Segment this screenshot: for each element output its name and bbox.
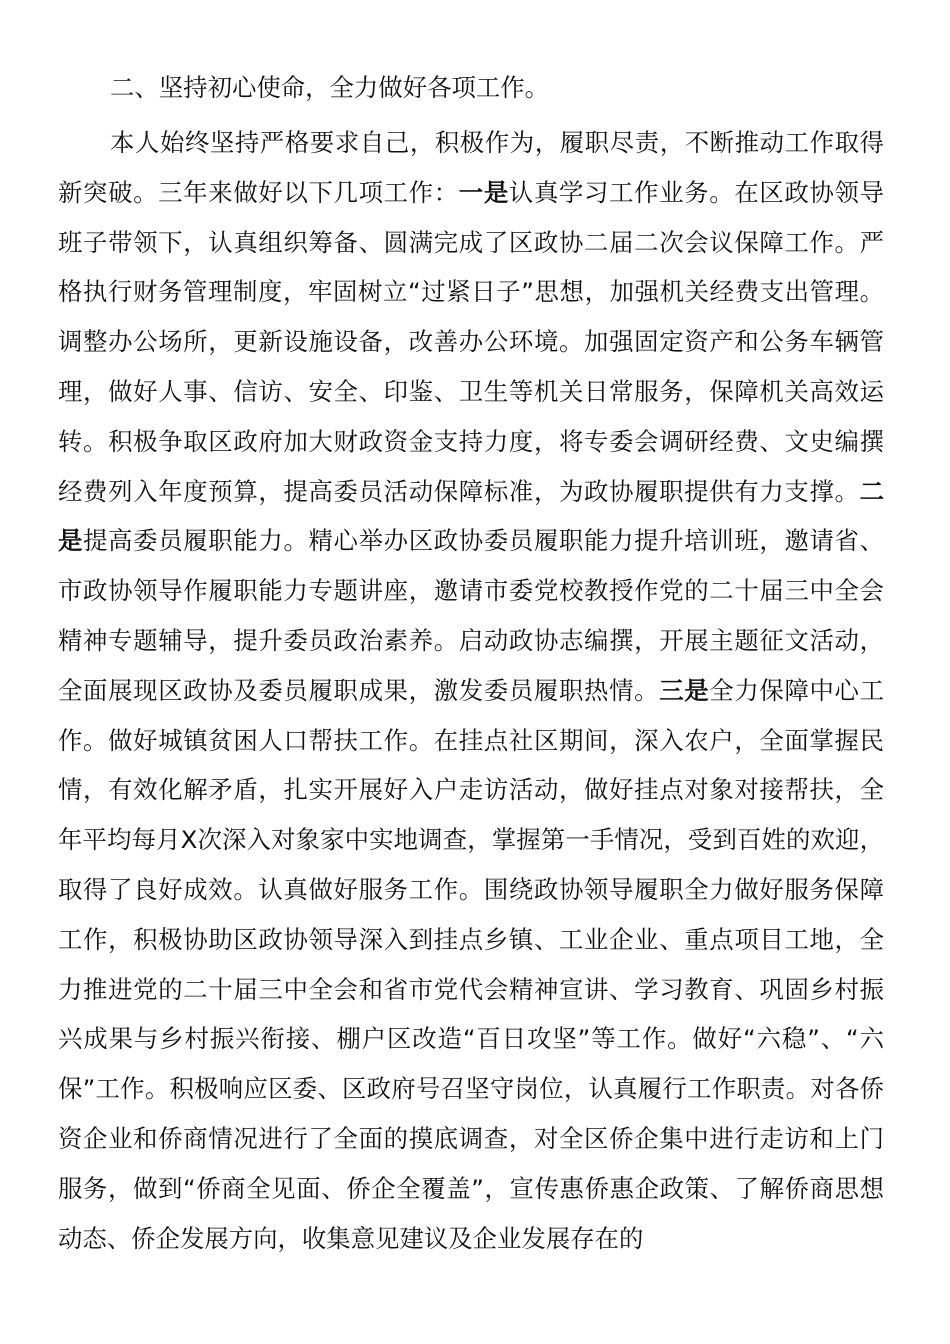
item3-text: 全力保障中心工作。做好城镇贫困人口帮扶工作。在挂点社区期间，深入农户，全面掌握民情，有效化解矛盾，扎实开展好入户走访活动，做好挂点对象对接帮扶，全年平均每月X次深入对象家中实地调查，掌握第一手情况，受到百姓的欢迎，取得了良好成效。认真做好服务工作。围绕政协领导履职全力做好服务保障工作，积极协助区政协领导深入到挂点乡镇、工业企业、重点项目工地，全力推进党的二十届三中全会和省市党代会精神宣讲、学习教育、巩固乡村振兴成果与乡村振兴衔接、棚户区改造“百日攻坚”等工作。做好“六稳”、“六保”工作。积极响应区委、区政府号召坚守岗位，认真履行工作职责。对各侨资企业和侨商情况进行了全面的摸底调查，对全区侨企集中进行走访和上门服务，做到“侨商全见面、侨企全覆盖”，宣传惠侨惠企政策、了解侨商思想动态、侨企发展方向，收集意见建议及企业发展存在的 — [58, 675, 884, 1253]
document-page — [58, 68, 884, 1263]
item2-marker: 二是 — [58, 476, 884, 556]
item1-text: 认真学习工作业务。在区政协领导班子带领下，认真组织筹备、圆满完成了区政协二届二次会议保障工作。严格执行财务管理制度，牢固树立“过紧日子”思想，加强机关经费支出管理。调整办公场所，更新设施设备，改善办公环境。加强固定资产和公务车辆管理，做好人事、信访、安全、印鉴、卫生等机关日常服务，保障机关高效运转。积极争取区政府加大财政资金支持力度，将专委会调研经费、文史编撰经费列入年度预算，提高委员活动保障标准，为政协履职提供有力支撑。 — [58, 177, 884, 506]
body-paragraph — [58, 118, 884, 1263]
section-heading: 二、坚持初心使命，全力做好各项工作。 — [110, 73, 550, 102]
item3-marker: 三是 — [659, 675, 710, 705]
intro-text: 本人始终坚持严格要求自己，积极作为，履职尽责，不断推动工作取得新突破。三年来做好以下几项工作： — [58, 128, 884, 207]
item2-text: 提高委员履职能力。精心举办区政协委员履职能力提升培训班，邀请省、市政协领导作履职能力专题讲座，邀请市委党校教授作党的二十届三中全会精神专题辅导，提升委员政治素养。启动政协志编撰，开展主题征文活动，全面展现区政协及委员履职成果，激发委员履职热情。 — [58, 526, 884, 705]
item1-marker: 一是 — [458, 177, 509, 207]
